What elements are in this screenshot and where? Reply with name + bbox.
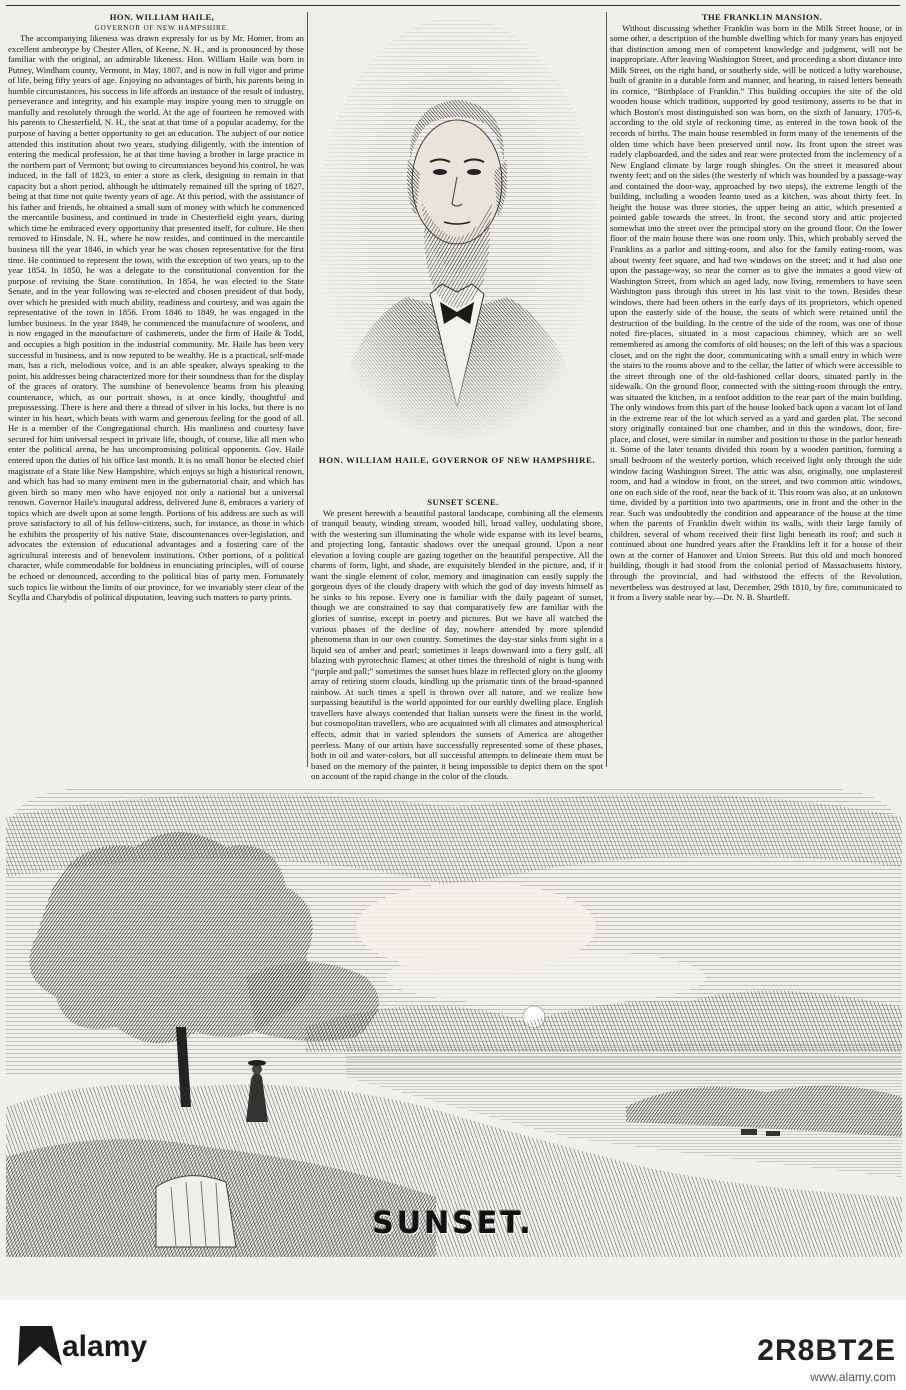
article-body-haile: The accompanying likeness was drawn expressly for us by Mr. Homer, from an excellent ambrotype by Chester Allen, of Keene, N. H., and is pronounced by those familiar with the original, an admirable likeness. Hon. William Haile was born in Putney, Windham county, Vermont, in May, 1807, and is now in full vigor and prime of life, being fifty years of age. Enjoying no advantages of birth, his parents being in humble circumstances, his success in life affords an instance of the result of industry, perseverance and integrity, and his example may inspire young men to struggle on manfully and resolutely through the world. At the age of fourteen he removed with his parents to Chesterfield, N. H., the seat at that time of a popular academy, for the purpose of having a better opportunity to get an education. The subject of our notice attended this institution about two years, studying diligently, with the intention of entering the medical profession, he at that time having a brother in large practice in the northern part of Vermont; but owing to circumstances beyond his control, he was induced, in the fall of 1823, to enter a store as clerk, designing to remain in that capacity but a short period, although he ultimately remained till the spring of 1827, being at that time not quite twenty years of age. At this period, with the assistance of his father and friends, he obtained a small sum of money with which he commenced the mercantile business, and continued in trade in Chesterfield eight years, during which time he embraced every opportunity that presented itself, for culture. He then removed to Hinsdale, N. H., where he now resides, and continued in the mercantile business till the year 1846, in which year he was chosen representative for the first time. He continued to represent the town, with the exception of two years, up to the year 1854. In 1850, he was a delegate to the constitutional convention for the purpose of revising the State constitution. In 1854, he was elected to the State Senate, and in the year following was re-elected and chosen president of that body, over which he presided with much ability, readiness and courtesy, and was again the representative of the town in 1856. From 1846 to 1849, he was engaged in the lumber business. In the year 1849, he commenced the manufacture of woolens, and is now engaged in the manufacture of cashmerets, under the firm of Haile & Todd, and occupies a high position in the industrial community. Mr. Haile has been very successful in business, and is now reputed to be wealthy. He is a practical, self-made man, has a rich, melodious voice, and is an able speaker, always speaking to the point, his addresses being characterized more for their soundness than for the display of the graces of oratory. The sunshine of benevolence beams from his pleasing countenance, which, as our portrait shows, is at once kindly, thoughtful and prepossessing. There is here and there a thread of silver in his locks, but there is no winter in his heart, which beats with warm and generous feeling for the good of all. He is a member of the Congregational church. His manliness and courtesy have secured for him universal respect in private life, though, of course, like all men who enter the political arena, he has uncompromising political opponents. Gov. Haile entered upon the duties of his office last month. It is no small honor be elected chief magistrate of a State like New Hampshire, which enjoys so high a historical renown, and which has had so many eminent men in the gubernatorial chair, and which has given birth so many men who have enjoyed not only a national but a universal renown. Governor Haile's inaugural address, delivered June 8, embraces a variety of topics which are dwelt upon at some length. Portions of his address are such as will prove satisfactory to all of his fellow-citizens, such, for instance, as those in which he exhibits the prosperity of his native State, discountenances over-legislation, and advocates the extension of educational advantages and a fostering care of the agricultural interests and of benevolent institutions. Other portions, of a political character, while commendable for boldness in enunciating principles, will of course be echoed or denounced, according to the political bias of party men. Fortunately such topics lie without the limits of our province, for we invariably steer clear of the Scylla and Charybdis of political disputation, leaving such matters to party prints. bbox=[8, 33, 304, 603]
alamy-logo bbox=[10, 1316, 310, 1376]
top-rule bbox=[6, 5, 900, 6]
article-heading-haile: HON. WILLIAM HAILE, bbox=[109, 12, 215, 22]
article-body-sunset: We present herewith a beautiful pastoral landscape, combining all the elements of tranquil beauty, winding stream, wooded hill, broad valley, undulating shore, with the westering sun illuminating the whole wide expanse with its level beams, and projecting long, fantastic shadows over the unequal ground. Upon a near elevation a loving couple are gazing together on the beautiful perspective. All the charms of form, light, and shade, are exquisitely blended in the picture, and, if it want the single element of color, memory and imagination can easily supply the gorgeous dyes of the cloudy drapery with which the god of day invests himself as he sinks to his repose. Every one is familiar with the daily pageant of sunset, though we are constrained to say that comparatively few are familiar with the glories of sunrise, except in poetry and pictures. But we have all watched the various phases of the decline of day, nowhere attended by more splendid phenomena than in our own country. Sometimes the day-star sinks from sight in a liquid sea of amber and pearl; sometimes it leaps downward into a fiery gulf, all blazing with pyrotechnic flames; at other times the threshold of night is hung with “purple and pall;” sometimes the sunset hues blaze in reflected glory on the gloomy array of retiring storm clouds, kindling up the prismatic tints of the broad-spanned rainbow. At such times a spell is thrown over all nature, and we realize how surpassing beautiful is the world appointed for our earthly dwelling place. English travellers have always contended that Italian sunsets were the finest in the world, but cosmopolitan travellers, who are acquainted with all climates and atmospherical effects, admit that in varied splendors the sunsets of America are altogether peerless. Many of our artists have successfully represented some of these phases, both in oil and water-colors, but all successful attempts to delineate them must be based on the memory of the painter, it being impossible to depict them on the spot on account of the rapid change in the color of the clouds. bbox=[311, 507, 603, 782]
right-column bbox=[610, 12, 902, 769]
column-divider bbox=[606, 12, 607, 767]
watermark-url: www.alamy.com bbox=[810, 1370, 896, 1384]
article-subheading-haile: GOVERNOR OF NEW HAMPSHIRE. bbox=[94, 23, 230, 32]
column-divider bbox=[307, 12, 308, 767]
engraving-title: SUNSET. bbox=[372, 1206, 534, 1241]
sunset-landscape-engraving bbox=[6, 777, 902, 1257]
watermark-image-id: 2R8BT2E bbox=[757, 1334, 896, 1367]
article-heading-franklin: THE FRANKLIN MANSION. bbox=[701, 12, 823, 22]
portrait-engraving bbox=[312, 12, 602, 448]
portrait-caption: HON. WILLIAM HAILE, GOVERNOR OF NEW HAMPSHIRE. bbox=[318, 455, 596, 465]
middle-column bbox=[311, 497, 603, 782]
article-heading-sunset: SUNSET SCENE. bbox=[427, 497, 499, 507]
watermark-brand: alamy bbox=[62, 1330, 148, 1363]
landscape-image bbox=[6, 777, 902, 1257]
left-column bbox=[8, 12, 304, 769]
article-body-franklin: Without discussing whether Franklin was born in the Milk Street house, or in some other, a description of the humble dwelling which for many years has enjoyed that distinction among men of competent knowledge and judgment, will not be inappropriate. After leaving Washington Street, and proceeding a short distance into Milk Street, on the right hand, or southerly side, will be noticed a lofty warehouse, built of granite in a durable form and manner, and bearing, in raised letters beneath its cornice, “Birthplace of Franklin.” This building occupies the site of the old wooden house which tradition, supported by good testimony, asserts to be that in which Boston's most distinguished son was born, on the sixth of January, 1705-6, according to the old style of reckoning time, as entered in the town book of the records of births. The main house resembled in form many of the tenements of the olden time which have been preserved until now. Its front upon the street was rudely clapboarded, and the sides and rear were protected from the inclemency of a New England climate by large rough shingles. On the street it measured about twenty feet; and on the sides (the westerly of which was bounded by a passage-way and contained the door-way, approached by two steps), the extreme length of the building, including a wooden leanto used as a kitchen, was about thirty feet. In height the house was three stories, the upper being an attic, which presented a pointed gable towards the street. In front, the second story and attic projected somewhat into the street over the principal story on the ground floor. On the lower floor of the main house there was one room only. This, which probably served the Franklins as a parlor and sitting-room, and also for the family eating-room, was about twenty feet square, and had two windows on the street; and it had also one upon the passage-way, so near the corner as to give the inmates a good view of Washington Street, from which an aged lady, now living, remembers to have seen Washington pass through this street in his last visit to the town. Besides these windows, there had been others in the early days of its proprietors, which opened upon the easterly side of the house, the seats of which were retained until the destruction of the building. In the centre of the side of the room, was one of those noted fire-places, situated in a most capacious chimney, which are so well remembered as among the comforts of old houses; on the left of this was a spacious closet, and on the right the door, communicating with a small entry in which were the stairs to the rooms above and to the cellar, the latter of which were accessible to the street through one of the old-fashioned cellar doors, situated partly in the sidewalk. On the ground floor, connected with the sitting-room through the entry, was situated the kitchen, in a tenfoot addition to the rear part of the main building. The only windows from this part of the house looked back upon a vacant lot of land in the extreme rear of the lot which served as a yard and garden plat. The second story originally contained but one chamber, and in this the windows, door, fire-place, and closet, were similar in number and position to those in the parlor beneath it. Some of the later tenants divided this room by a wooden partition, forming a small bedroom of the westerly portion, which received light only through the side window facing Washington Street. The attic was also, originally, one unplastered room, and had a window in front, on the street, and two common attic windows, one on each side of the roof, near the back of it. This room was also, at an unknown time, divided by a partition into two apartments, one in front and the other in the rear. Such was undoubtedly the condition and appearance of the house at the time when the parents of Franklin dwelt within its walls, with their large family of children, several of whom received their first light beneath its roof; and such it continued about one hundred years after the Franklins left it for a house of their own at the corner of Hanover and Union Streets. But this old and much honored building, though it had stood from the colonial period of Massachusetts history, through the provincial, and had withstood the effects of the Revolution, nevertheless was destroyed at last, December, 29th 1810, by fire, communicated to it from a livery stable near by.—Dr. N. B. Shurtleff. bbox=[610, 22, 902, 603]
portrait-image bbox=[312, 12, 602, 448]
